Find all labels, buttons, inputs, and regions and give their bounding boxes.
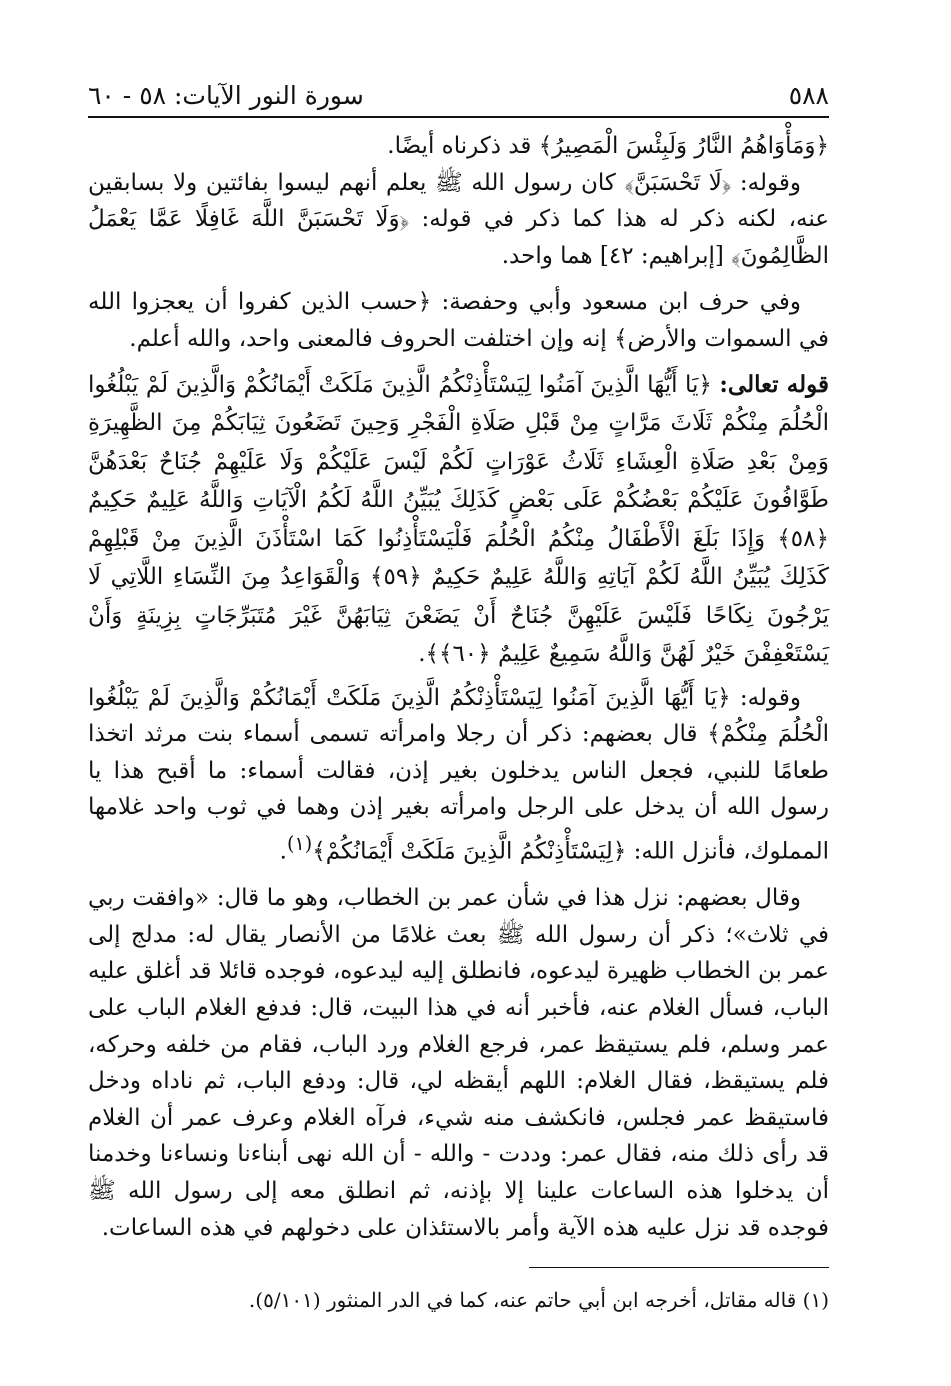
- footnote: [88, 1285, 829, 1315]
- footnote-divider: [529, 1267, 829, 1268]
- paragraph-5-text: وقوله: ﴿يَا أَيُّهَا الَّذِينَ آمَنُوا لِيَسْتَأْذِنْكُمُ الَّذِينَ مَلَكَتْ أَيْمَانُكُمْ وَالَّذِينَ لَمْ يَبْلُغُوا الْحُلُمَ مِنْكُمْ﴾ قال بعضهم: ذكر أن رجلا وامرأته تسمى أسماء بنت مرثد اتخذا طعامًا للنبي، فجعل الناس يدخلون بغير إذن، فقالت أسماء: ما أقبح هذا يا رسول الله أن يدخل على الرجل وامرأته بغير إذن وهما في ثوب واحد غلامها المملوك، فأنزل الله: ﴿لِيَسْتَأْذِنْكُمُ الَّذِينَ مَلَكَتْ أَيْمَانُكُمْ﴾: [88, 684, 829, 865]
- page-body: [88, 128, 829, 1246]
- page-number: ٥٨٨: [788, 81, 829, 110]
- paragraph-1: ﴿وَمَأْوَاهُمُ النَّارُ وَلَبِئْسَ الْمَصِيرُ﴾ قد ذكرناه أيضًا.: [387, 133, 829, 159]
- page-header: [88, 70, 829, 110]
- paragraph-5-end: .: [279, 838, 287, 865]
- verse-label: قوله تعالى:: [719, 370, 829, 398]
- paragraph-6: وقال بعضهم: نزل هذا في شأن عمر بن الخطاب، وهو ما قال: «وافقت ربي في ثلاث»؛ ذكر أن رسول الله ﷺ بعث غلامًا من الأنصار يقال له: مدلج إلى عمر بن الخطاب ظهيرة ليدعوه، فانطلق إليه ليدعوه، فوجده قائلا قد أغلق عليه الباب، فسأل الغلام عنه، فأخبر أنه في هذا البيت، قال: فدفع الغلام الباب على عمر وسلم، فلم يستيقظ عمر، فرجع الغلام ورد الباب، فقام من خلفه وحركه، فلم يستيقظ، فقال الغلام: اللهم أيقظه لي، قال: ودفع الباب، ثم ناداه ودخل فاستيقظ عمر فجلس، فانكشف منه شيء، فرآه الغلام وعرف عمر أن الغلام قد رأى ذلك منه، فقال عمر: وددت - والله - أن الله نهى أبناءنا ونساءنا وخدمنا أن يدخلوا هذه الساعات علينا إلا بإذنه، ثم انطلق معه إلى رسول الله ﷺ فوجده قد نزل عليه هذه الآية وأمر بالاستئذان على دخولهم في هذه الساعات.: [88, 885, 829, 1241]
- footnote-marker: (١): [802, 1288, 829, 1312]
- verse-text: ﴿يَا أَيُّهَا الَّذِينَ آمَنُوا لِيَسْتَأْذِنْكُمُ الَّذِينَ مَلَكَتْ أَيْمَانُكُمْ وَالَّذِينَ لَمْ يَبْلُغُوا الْحُلُمَ مِنْكُمْ ثَلَاثَ مَرَّاتٍ مِنْ قَبْلِ صَلَاةِ الْفَجْرِ وَحِينَ تَضَعُونَ ثِيَابَكُمْ مِنَ الظَّهِيرَةِ وَمِنْ بَعْدِ صَلَاةِ الْعِشَاءِ ثَلَاثُ عَوْرَاتٍ لَكُمْ لَيْسَ عَلَيْكُمْ وَلَا عَلَيْهِمْ جُنَاحٌ بَعْدَهُنَّ طَوَّافُونَ عَلَيْكُمْ بَعْضُكُمْ عَلَى بَعْضٍ كَذَلِكَ يُبَيِّنُ اللَّهُ لَكُمُ الْآيَاتِ وَاللَّهُ عَلِيمٌ حَكِيمٌ ﴿٥٨﴾ وَإِذَا بَلَغَ الْأَطْفَالُ مِنْكُمُ الْحُلُمَ فَلْيَسْتَأْذِنُوا كَمَا اسْتَأْذَنَ الَّذِينَ مِنْ قَبْلِهِمْ كَذَلِكَ يُبَيِّنُ اللَّهُ لَكُمْ آيَاتِهِ وَاللَّهُ عَلِيمٌ حَكِيمٌ ﴿٥٩﴾ وَالْقَوَاعِدُ مِنَ النِّسَاءِ اللَّاتِي لَا يَرْجُونَ نِكَاحًا فَلَيْسَ عَلَيْهِنَّ جُنَاحٌ أَنْ يَضَعْنَ ثِيَابَهُنَّ غَيْرَ مُتَبَرِّجَاتٍ بِزِينَةٍ وَأَنْ يَسْتَعْفِفْنَ خَيْرٌ لَهُنَّ وَاللَّهُ سَمِيعٌ عَلِيمٌ ﴿٦٠﴾﴾.: [88, 371, 830, 668]
- header-divider: [88, 116, 829, 118]
- paragraph-5: [88, 680, 829, 871]
- paragraph-2: وقوله: ﴿لَا تَحْسَبَنَّ﴾ كان رسول الله ﷺ يعلم أنهم ليسوا بفائتين ولا بسابقين عنه، لكنه ذكر له هذا كما ذكر في قوله: ﴿وَلَا تَحْسَبَنَّ اللَّهَ غَافِلًا عَمَّا يَعْمَلُ الظَّالِمُونَ﴾ [إبراهيم: ٤٢] هما واحد.: [88, 169, 829, 269]
- footnote-text: قاله مقاتل، أخرجه ابن أبي حاتم عنه، كما في الدر المنثور (٥/١٠١).: [248, 1288, 797, 1312]
- paragraph-3: وفي حرف ابن مسعود وأبي وحفصة: ﴿حسب الذين كفروا أن يعجزوا الله في السموات والأرض﴾ إنه وإن اختلفت الحروف فالمعنى واحد، والله أعلم.: [88, 289, 829, 352]
- footnote-reference: (١): [286, 831, 313, 855]
- verse-block: [88, 366, 829, 674]
- running-title: سورة النور الآيات: ٥٨ - ٦٠: [88, 81, 364, 110]
